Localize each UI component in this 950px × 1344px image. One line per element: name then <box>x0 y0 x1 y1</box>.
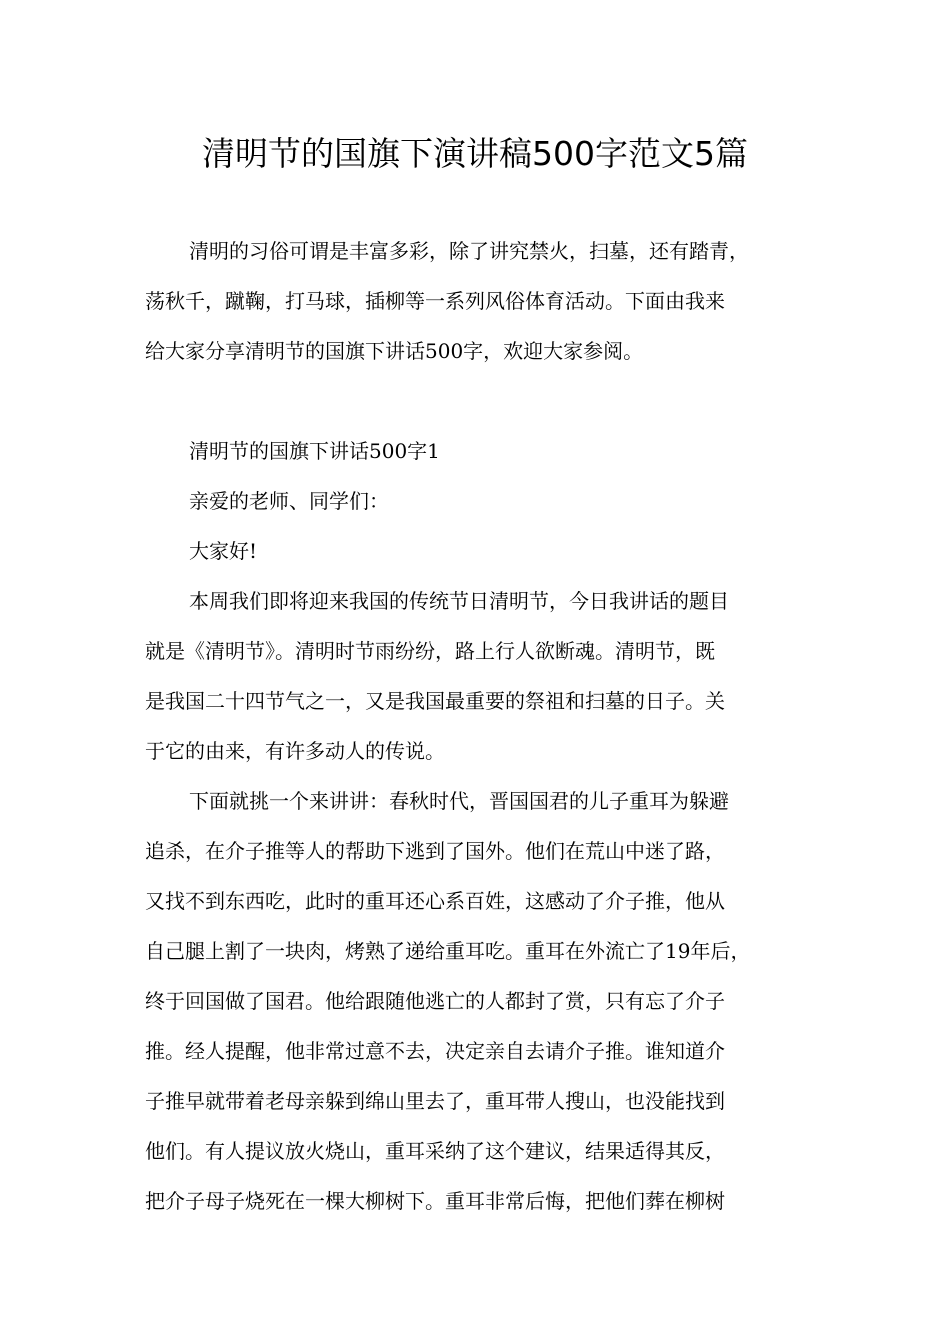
paragraph-line: 推。经人提醒，他非常过意不去，决定亲自去请介子推。谁知道介 <box>145 1039 725 1063</box>
paragraph-line: 把介子母子烧死在一棵大柳树下。重耳非常后悔，把他们葬在柳树 <box>145 1189 725 1213</box>
paragraph-line: 就是《清明节》。清明时节雨纷纷，路上行人欲断魂。清明节，既 <box>145 639 715 663</box>
paragraph-line: 子推早就带着老母亲躲到绵山里去了，重耳带人搜山，也没能找到 <box>145 1089 725 1113</box>
paragraph-line: 追杀，在介子推等人的帮助下逃到了国外。他们在荒山中迷了路， <box>145 839 725 863</box>
greeting: 大家好! <box>189 539 258 563</box>
intro-line: 清明的习俗可谓是丰富多彩，除了讲究禁火，扫墓，还有踏青， <box>189 239 749 263</box>
paragraph-line: 自己腿上割了一块肉，烤熟了递给重耳吃。重耳在外流亡了19年后， <box>145 939 751 963</box>
intro-paragraph <box>145 226 825 376</box>
paragraph-line: 又找不到东西吃，此时的重耳还心系百姓，这感动了介子推，他从 <box>145 889 725 913</box>
speech-section <box>145 426 825 1226</box>
paragraph-line: 于它的由来，有许多动人的传说。 <box>145 739 445 763</box>
intro-line: 荡秋千，蹴鞠，打马球，插柳等一系列风俗体育活动。下面由我来 <box>145 289 725 313</box>
intro-line: 给大家分享清明节的国旗下讲话500字，欢迎大家参阅。 <box>145 339 644 363</box>
paragraph-line: 他们。有人提议放火烧山，重耳采纳了这个建议，结果适得其反， <box>145 1139 725 1163</box>
paragraph-line: 终于回国做了国君。他给跟随他逃亡的人都封了赏，只有忘了介子 <box>145 989 725 1013</box>
document-title: 清明节的国旗下演讲稿500字范文5篇 <box>202 134 748 173</box>
paragraph-line: 本周我们即将迎来我国的传统节日清明节，今日我讲话的题目 <box>189 589 729 613</box>
paragraph-line: 是我国二十四节气之一，又是我国最重要的祭祖和扫墓的日子。关 <box>145 689 725 713</box>
paragraph-line: 下面就挑一个来讲讲：春秋时代，晋国国君的儿子重耳为躲避 <box>189 789 729 813</box>
section-heading: 清明节的国旗下讲话500字1 <box>189 439 440 463</box>
salutation: 亲爱的老师、同学们： <box>189 489 389 513</box>
